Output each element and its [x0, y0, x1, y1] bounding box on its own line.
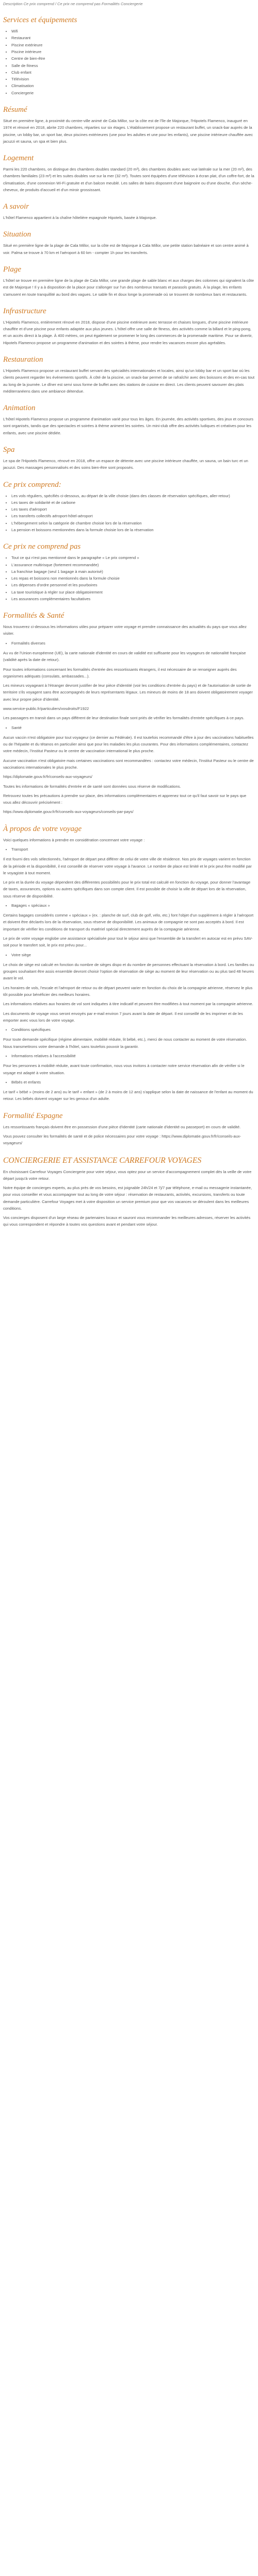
- infrastructure-text: L'Hipotels Flamenco, entièrement rénové en 2018, dispose d'une piscine extérieure avec terrasse et chaises longues, d'une piscine intérieure chauffée et d'une piscine pour enfants adaptée aux plus jeunes. L'hôtel offre une salle de fitness, des activités comme la billard et le ping-pong, et un accès direct à la plage. À 400 mètres, on peut également se promener le long des commerces de la promenade maritime. Pour se divertir, Hipotels Flamenco propose un programme d'animation et des soirées à thème, pour rendre les vacances encore plus agréables.: [3, 319, 253, 345]
- bagages-sub-list: [3, 902, 255, 909]
- apropos-paragraph: Certains bagages considérés comme « spéciaux » (ex. : planche de surf, club de golf, vélo, etc.) font l'objet d'un supplément à régler à l'aéroport et doivent être déclarés lors de la réservation, sous réserve de disponibilité. Les animaux de compagnie ne sont pas acceptés à bord. Il est important de vérifier les conditions de transport du matériel spécial directement auprès de la compagnie aérienne.: [3, 913, 254, 931]
- service-item: • Télévision: [11, 76, 255, 82]
- price-includes-title: Ce prix comprend:: [3, 480, 61, 489]
- plage-title: Plage: [3, 265, 21, 274]
- price-excludes-item: • Les dépenses d'ordre personnel et les pourboires: [11, 582, 255, 588]
- formalites-sub-list: [3, 640, 255, 647]
- sante-sub-list: [3, 724, 255, 731]
- formalites-paragraph: Toutes les informations de formalités d'entrée et de santé sont données sous réserve de modifications.: [3, 784, 181, 789]
- conciergerie-text: Vos concierges disposent d'un large réseau de partenaires locaux et sauront vous recommander les meilleures adresses, réserver les activités qui vous correspondent et répondre à toutes vos questions avant et pendant votre séjour.: [3, 1215, 251, 1227]
- price-excludes-item: • Les assurances complémentaires facultatives: [11, 596, 255, 602]
- sante-subheading: • Santé: [11, 724, 255, 731]
- formalites-paragraph: Au vu de l'Union européenne (UE), la carte nationale d'identité en cours de validité est suffisante pour les voyageurs de nationalité française (validité après la date de retour).: [3, 651, 246, 663]
- formalite-espagne-title: Formalité Espagne: [3, 1111, 63, 1120]
- services-list: [3, 28, 255, 96]
- conciergerie-text: En choisissant Carrefour Voyages Conciergerie pour votre séjour, vous optez pour un service d'accompagnement complet dès la veille de votre départ jusqu'à votre retour.: [3, 1169, 252, 1181]
- page-description: Description Ce prix comprend / Ce prix ne comprend pas Formalités Conciergerie: [3, 2, 143, 6]
- service-item: • Centre de bien-être: [11, 55, 255, 62]
- sante-paragraph: Aucun vaccin n'est obligatoire pour tout voyageur (ce dernier au Fédérale). Il est toutefois recommandé d'être à jour des vaccinations habituelles ou de l'hépatite et du tétanos en particulier ainsi que pour les maladies les plus courantes. Pour des informations complémentaires, contactez votre médecin, l'Institut Pasteur ou le centre de vaccination international le plus proche.: [3, 735, 254, 754]
- restauration-title: Restauration: [3, 355, 43, 364]
- apropos-paragraph: Les horaires de vols, l'escale et l'aéroport de retour ou de départ peuvent varier en fonction du choix de la compagnie aérienne, réservez le plus tôt possible pour bénéficier des meilleurs horaires.: [3, 985, 253, 997]
- service-item: • Conciergerie: [11, 90, 255, 96]
- price-excludes-item: • La taxe touristique à régler sur place obligatoirement: [11, 589, 255, 596]
- infos-sub-list: [3, 1053, 255, 1059]
- bagages-subheading: • Bagages « spéciaux »: [11, 902, 255, 909]
- apropos-title: À propos de votre voyage: [3, 824, 82, 833]
- apropos-paragraph: Il est fourni des vols sélectionnés, l'aéroport de départ peut différer de celui de votre ville de résidence. Nos prix de voyages varient en fonction de la période et la disponibilité, il est conseillé de réserver votre voyage à l'avance. Le nombre de place est limité et le prix peut être modifié par le voyagiste à tout moment.: [3, 857, 252, 875]
- formalites-intro: Nous trouverez ci-dessous les informations utiles pour préparer votre voyage et prendre connaissance des actualités du pays que vous allez visiter.: [3, 624, 247, 636]
- apropos-paragraph: Les documents de voyage vous seront envoyés par e-mail environ 7 jours avant la date de départ. Il est conseillé de les imprimer et de les emporter avec vous lors de votre voyage.: [3, 1011, 243, 1023]
- price-excludes-title: Ce prix ne comprend pas: [3, 543, 81, 551]
- apropos-intro: Voici quelques informations à prendre en considération concernant votre voyage :: [3, 837, 145, 842]
- logement-title: Logement: [3, 154, 34, 163]
- price-excludes-list: [3, 554, 255, 602]
- resume-title: Résumé: [3, 105, 27, 114]
- resume-text: Situé en première ligne, à proximité du centre-ville animé de Cala Millor, sur la côte est de l'île de Majorque, l'Hipotels Flamenco, inauguré en 1974 et rénové en 2018, abrite 220 chambres, réparties sur six étages. L'établissement propose un restaurant buffet, un snack-bar auprès de la piscine, un lobby bar, un sport bar, deux piscines extérieures (une pour les adultes et une pour les enfants), une piscine intérieure chauffée avec jacuzzi et sauna, un spa et bien plus.: [3, 118, 253, 144]
- formalites-title: Formalités & Santé: [3, 612, 64, 620]
- formalites-paragraph: Pour toutes informations concernant les formalités d'entrée des ressortissants étrangers, il est nécessaire de se renseigner auprès des organismes adéquats (consulats, ambassades...).: [3, 667, 237, 679]
- spa-title: Spa: [3, 445, 15, 454]
- price-excludes-item: • Les repas et boissons non mentionnés dans la formule choisie: [11, 575, 255, 582]
- sante-paragraph: Aucune vaccination n'est obligatoire mais certaines vaccinations sont recommandées : contactez votre médecin, l'Institut Pasteur ou le centre de vaccinations internationales le plus proche.: [3, 758, 254, 770]
- price-includes-list: [3, 493, 255, 534]
- infrastructure-title: Infrastructure: [3, 307, 46, 315]
- savoir-title: A savoir: [3, 202, 29, 211]
- apropos-paragraph: Les informations relatives aux horaires de vol sont indiquées à titre indicatif et peuvent être modifiées à tout moment par la compagnie aérienne.: [3, 1002, 253, 1007]
- conditions-subheading: • Conditions spécifiques: [11, 1026, 255, 1033]
- siege-subheading: • Votre siège: [11, 952, 255, 958]
- bebes-subheading: • Bébés et enfants: [11, 1079, 255, 1086]
- siege-sub-list: [3, 952, 255, 958]
- situation-title: Situation: [3, 230, 31, 239]
- apropos-paragraph: Pour toute demande spécifique (régime alimentaire, mobilité réduite, lit bébé, etc.), merci de nous contacter au moment de votre réservation. Nous transmettrons votre demande à l'hôtel, sans toutefois pouvoir la garantir.: [3, 1037, 247, 1049]
- apropos-paragraph: Le choix de siège est calculé en fonction du nombre de sièges dispo et du nombre de personnes effectuant la réservation à bord. Les familles ou groupes souhaitant être assis ensemble devront choisir l'option de réservation de siège au moment de leur réservation ou au plus tard 48 heures avant le vol.: [3, 962, 254, 981]
- formalites-paragraph: Les mineurs voyageant à l'étranger devront justifier de leur pièce d'identité (voir les conditions d'entrée du pays) et de l'autorisation de sortie de territoire s'ils voyagent sans être accompagnés de leurs représentants légaux. Les mineurs de moins de 18 ans doivent obligatoirement voyager avec leur propre pièce d'identité.: [3, 683, 253, 702]
- price-excludes-item: • La franchise bagage (seul 1 bagage à main autorisé): [11, 568, 255, 575]
- service-item: • Salle de fitness: [11, 62, 255, 69]
- formalites-link[interactable]: www.service-public.fr/particuliers/vosdroits/F1922: [3, 706, 89, 711]
- conditions-sub-list: [3, 1026, 255, 1033]
- service-item: • Piscine extérieure: [11, 42, 255, 48]
- savoir-text: L'hôtel Flamenco appartient à la chaîne hôtelière espagnole Hipotels, basée à Majorque.: [3, 215, 157, 221]
- formalites-subheading: • Formalités diverses: [11, 640, 255, 647]
- price-includes-item: • L'hébergement selon la catégorie de chambre choisie lors de la réservation: [11, 520, 255, 527]
- service-item: • Piscine intérieure: [11, 48, 255, 55]
- apropos-paragraph: Le prix de votre voyage englobe une assistance spécialisée pour tout le séjour ainsi que l'ensemble de la transfert en autocar est en prévu SAV-soit pour le transfert soit, le prix est prévu pour...: [3, 936, 253, 948]
- price-includes-item: • La pension et boissons mentionnées dans la formule choisie lors de la réservation: [11, 527, 255, 533]
- sante-link[interactable]: https://diplomatie.gouv.fr/fr/conseils-aux-voyageurs/: [3, 774, 92, 779]
- apropos-paragraph: Le prix et la durée du voyage dépendent des différentes possibilités pour le prix total est calculé en fonction du voyage, pour donner l'avantage de taxes, assurances, options ou autres spécifiques dans son compte client. Il est possible de choisir la ville de départ lors de la réservation, sous réserve de disponibilité.: [3, 880, 251, 899]
- formalite-espagne-text: Les ressortissants français doivent être en possession d'une pièce d'identité (carte nationale d'identité ou passeport) en cours de validité.: [3, 1124, 241, 1129]
- transport-sub-list: [3, 846, 255, 853]
- price-excludes-item: • L'assurance multirisque (fortement recommandée): [11, 562, 255, 568]
- bebes-sub-list: [3, 1079, 255, 1086]
- price-includes-item: • Les vols réguliers, spécifiés ci-dessous, au départ de la ville choisie (dans des classes de réservation spécifiques, aller-retour): [11, 493, 255, 499]
- restauration-text: L'Hipotels Flamenco propose un restaurant buffet servant des spécialités internationales et locales, ainsi qu'un lobby bar et un sport bar où les clients peuvent regarder les événements sportifs. À côté de la piscine, un snack-bar permet de se rafraîchir avec des boissons et des en-cas tout au long de la journée. Le dîner est servi sous forme de buffet avec des stations de cuisine en direct. Les clients peuvent savourer des plats méditerranéens dans une ambiance détendue.: [3, 368, 255, 394]
- formalites-paragraph: Retrouvez toutes les précautions à prendre sur place, des informations complémentaires et apprenez tout ce qu'il faut savoir sur le pays que vous allez découvrir précisément :: [3, 793, 247, 805]
- formalites-link[interactable]: https://www.diplomatie.gouv.fr/fr/conseils-aux-voyageurs/conseils-par-pays/: [3, 809, 134, 815]
- formalites-paragraph: Les passagers en transit dans un pays différent de leur destination finale sont priés de vérifier les formalités d'entrée spécifiques à ce pays.: [3, 716, 245, 721]
- infos-subheading: • Informations relatives à l'accessibilité: [11, 1053, 255, 1059]
- conciergerie-title: CONCIERGERIE ET ASSISTANCE CARREFOUR VOYAGES: [3, 1156, 202, 1165]
- animation-text: L'hôtel Hipotels Flamenco propose un programme d'animation varié pour tous les âges. En journée, des activités sportives, des jeux et concours sont organisés, tandis que des spectacles et soirées à thème animent les soirées. Un mini-club offre des activités ludiques et créatives pour les enfants, avec une piscine dédiée.: [3, 417, 253, 435]
- hotel-description-page: [0, 2, 258, 1241]
- price-includes-item: • Les taxes de solidarité et de carbone: [11, 499, 255, 506]
- service-item: • Wifi: [11, 28, 255, 35]
- animation-title: Animation: [3, 404, 36, 413]
- price-includes-item: • Les transferts collectifs aéroport-hôtel-aéroport: [11, 513, 255, 519]
- price-includes-item: • Les taxes d'aéroport: [11, 506, 255, 513]
- service-item: • Climatisation: [11, 82, 255, 89]
- situation-text: Situé en première ligne de la plage de Cala Millor, sur la côte est de Majorque à Cala Millor, une petite station balnéaire et son centre animé à voir. Palma se trouve à 70 km et l'aéroport à 60 km - compter 1h pour les transferts.: [3, 243, 249, 255]
- price-excludes-item: • Tout ce qui n'est pas mentionné dans le paragraphe « Le prix comprend »: [11, 554, 255, 561]
- spa-text: Le spa de l'Hipotels Flamenco, rénové en 2018, offre un espace de détente avec une piscine intérieure chauffée, un sauna, un bain turc et un jacuzzi. Des massages personnalisés et des soins bien-être sont proposés.: [3, 458, 248, 470]
- logement-text: Parmi les 220 chambres, on distingue des chambres doubles standard (20 m²), des chambres doubles avec vue latérale sur la mer (20 m²), des chambres familiales (23 m²) et les suites doubles vue sur la mer (32 m²). Toutes sont équipées d'une télévision à écran plat, d'un coffre-fort, de la climatisation, d'une connexion Wi-Fi gratuite et d'un balcon meublé. Les salles de bains disposent d'une baignoire ou d'une douche, d'un sèche-cheveux, de produits d'accueil et d'un miroir grossissant.: [3, 167, 254, 192]
- apropos-paragraph: Le tarif « bébé » (moins de 2 ans) ou le tarif « enfant » (de 2 à moins de 12 ans) s'applique selon la date de naissance de l'enfant au moment du retour. Les bébés doivent voyager sur les genoux d'un adulte.: [3, 1090, 253, 1101]
- services-title: Services et équipements: [3, 16, 77, 25]
- formalite-espagne-text: Vous pouvez consulter les formalités de santé et de police nécessaires pour votre voyage : https://www.diplomatie.gouv.fr/fr/conseils-aux-voyageurs/: [3, 1133, 241, 1146]
- plage-text: L'hôtel se trouve en première ligne de la plage de Cala Millor, une grande plage de sable blanc et aux charges des colonnes qui signalent la côte est de Majorque ! Il y a à disposition de la place pour s'allonger sur l'un des nombreux transats et parasols gratuits. À la plage, les enfants s'amusent en toute tranquillité au bord des vagues. Le sable fin et doux longe la promenade où se trouvent de nombreux bars et restaurants.: [3, 278, 254, 297]
- transport-subheading: • Transport: [11, 846, 255, 853]
- service-item: • Restaurant: [11, 35, 255, 41]
- conciergerie-text: Notre équipe de concierges experts, au plus près de vos besoins, est joignable 24h/24 et 7j/7 par téléphone, e-mail ou messagerie instantanée, pour vous conseiller et vous accompagner tout au long de votre séjour : réservation de restaurants, activités, excursions, transferts ou toute demande particulière. Carrefour Voyages met à votre disposition un service premium pour que vos vacances se déroulent dans les meilleures conditions.: [3, 1185, 252, 1211]
- apropos-paragraph: Pour les personnes à mobilité réduite, avant toute confirmation, nous vous invitons à contacter notre service réservation afin de vérifier si le voyage est adapté à votre situation.: [3, 1063, 245, 1075]
- service-item: • Club enfant: [11, 69, 255, 76]
